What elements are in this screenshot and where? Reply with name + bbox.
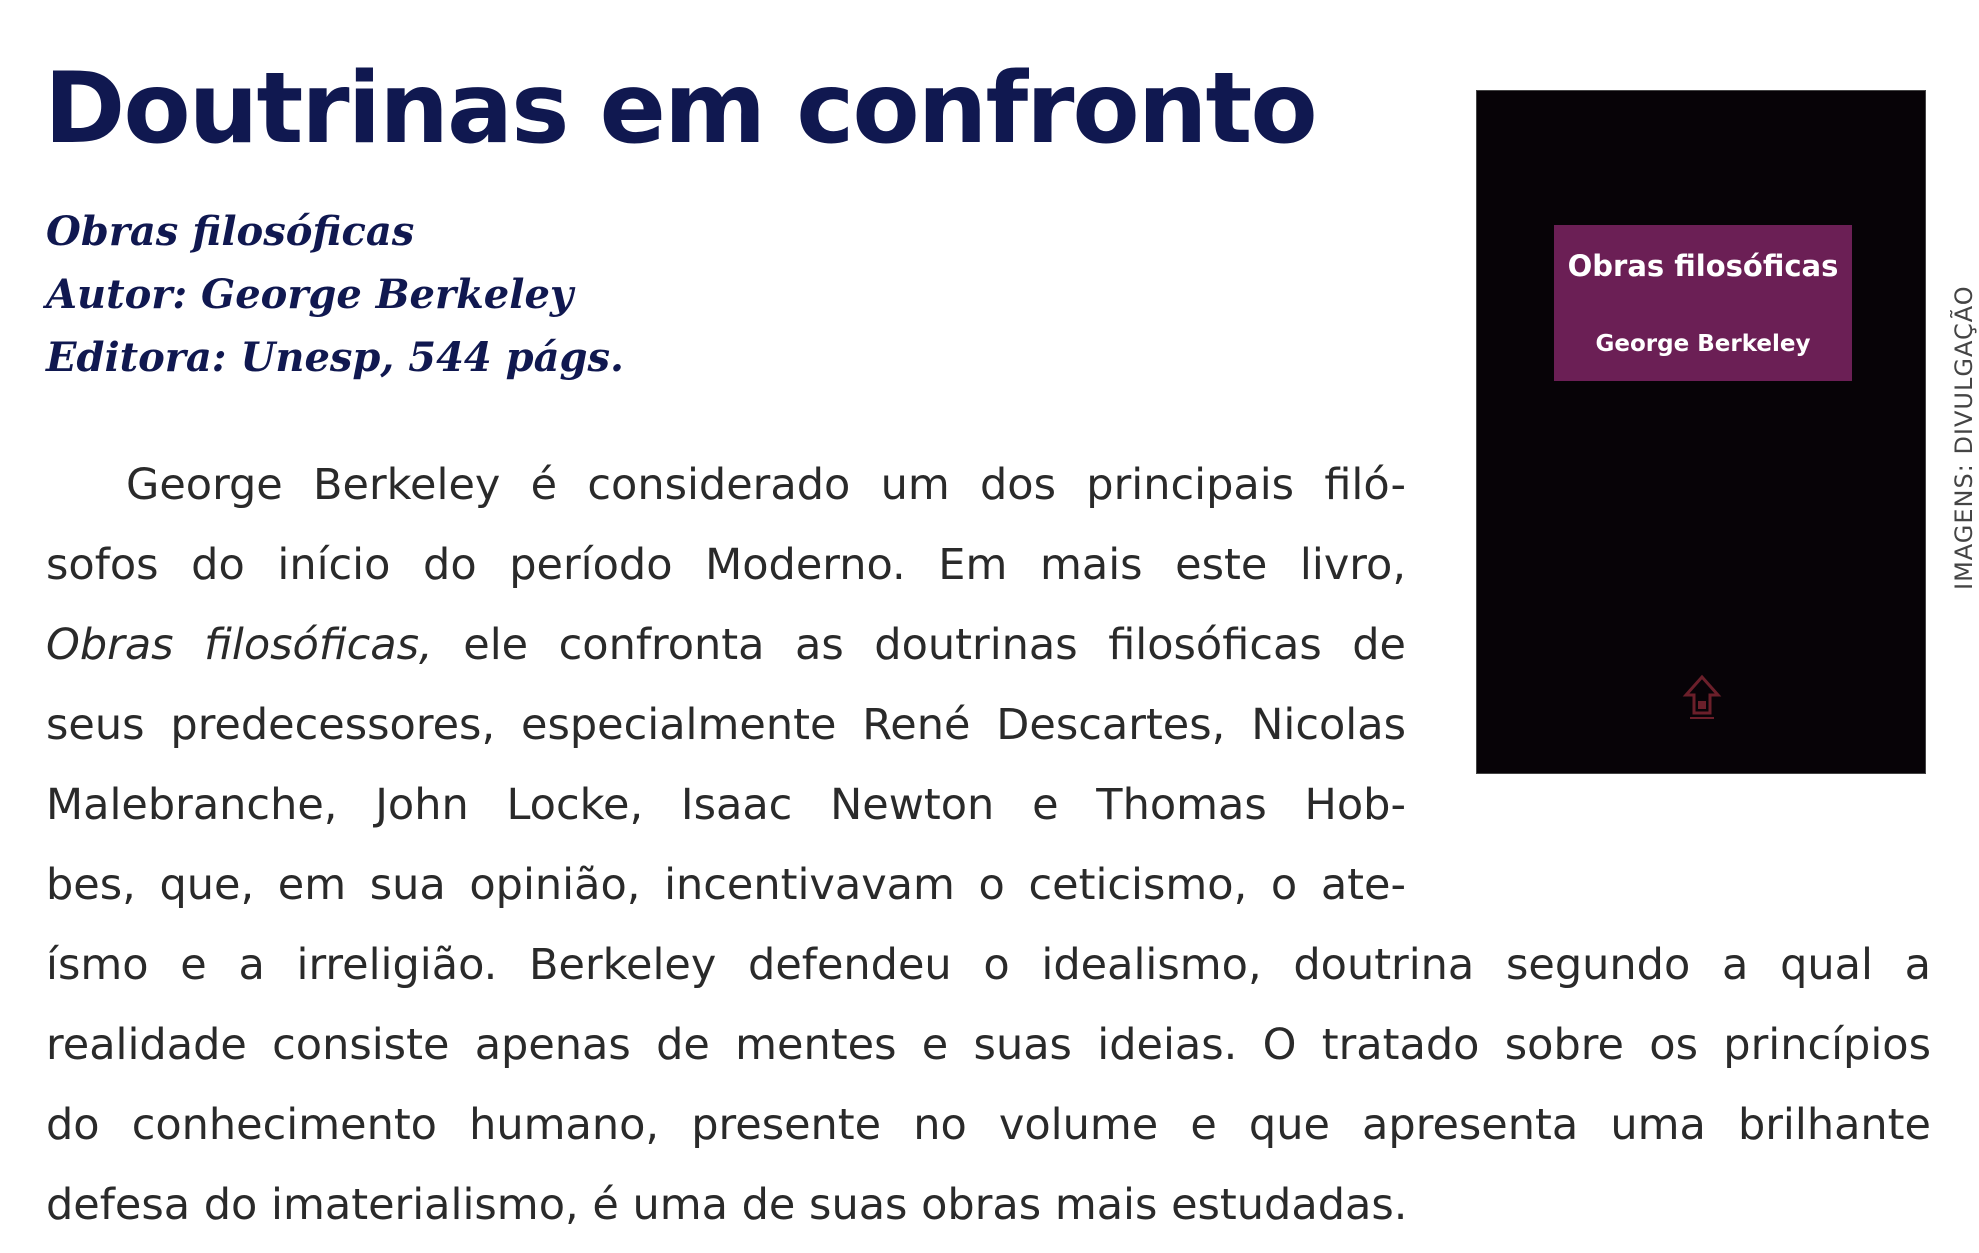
cover-author: George Berkeley <box>1595 331 1811 357</box>
review-line: do conhecimento humano, presente no volume e que apresenta uma brilhante <box>46 1100 1931 1150</box>
review-line: defesa do imaterialismo, é uma de suas obras mais estudadas. <box>46 1180 1408 1230</box>
review-line: sofos do início do período Moderno. Em mais este livro, <box>46 540 1406 590</box>
review-line: George Berkeley é considerado um dos principais filó- <box>126 460 1406 510</box>
book-author: Autor: George Berkeley <box>46 271 574 318</box>
review-line: ísmo e a irreligião. Berkeley defendeu o idealismo, doutrina segundo a qual a <box>46 940 1931 990</box>
book-title-inline: Obras filosóficas, <box>46 620 433 670</box>
review-line: realidade consiste apenas de mentes e suas ideias. O tratado sobre os princípios <box>46 1020 1931 1070</box>
headline: Doutrinas em confronto <box>44 52 1316 166</box>
book-publisher: Editora: Unesp, 544 págs. <box>46 334 624 381</box>
book-title: Obras filosóficas <box>46 208 415 255</box>
review-line: seus predecessores, especialmente René Descartes, Nicolas <box>46 700 1406 750</box>
review-line-text: ele confronta as doutrinas filosóficas de <box>432 620 1407 670</box>
review-line: bes, que, em sua opinião, incentivavam o ceticismo, o ate- <box>46 860 1406 910</box>
image-credit: IMAGENS: DIVULGAÇÃO <box>1950 285 1978 590</box>
review-line: Malebranche, John Locke, Isaac Newton e Thomas Hob- <box>46 780 1406 830</box>
book-info <box>46 200 624 389</box>
cover-title: Obras filosóficas <box>1567 249 1839 283</box>
review-line <box>46 605 1406 685</box>
book-cover-image <box>1476 90 1926 774</box>
publisher-logo-icon <box>1682 673 1722 721</box>
cover-label <box>1554 225 1852 381</box>
